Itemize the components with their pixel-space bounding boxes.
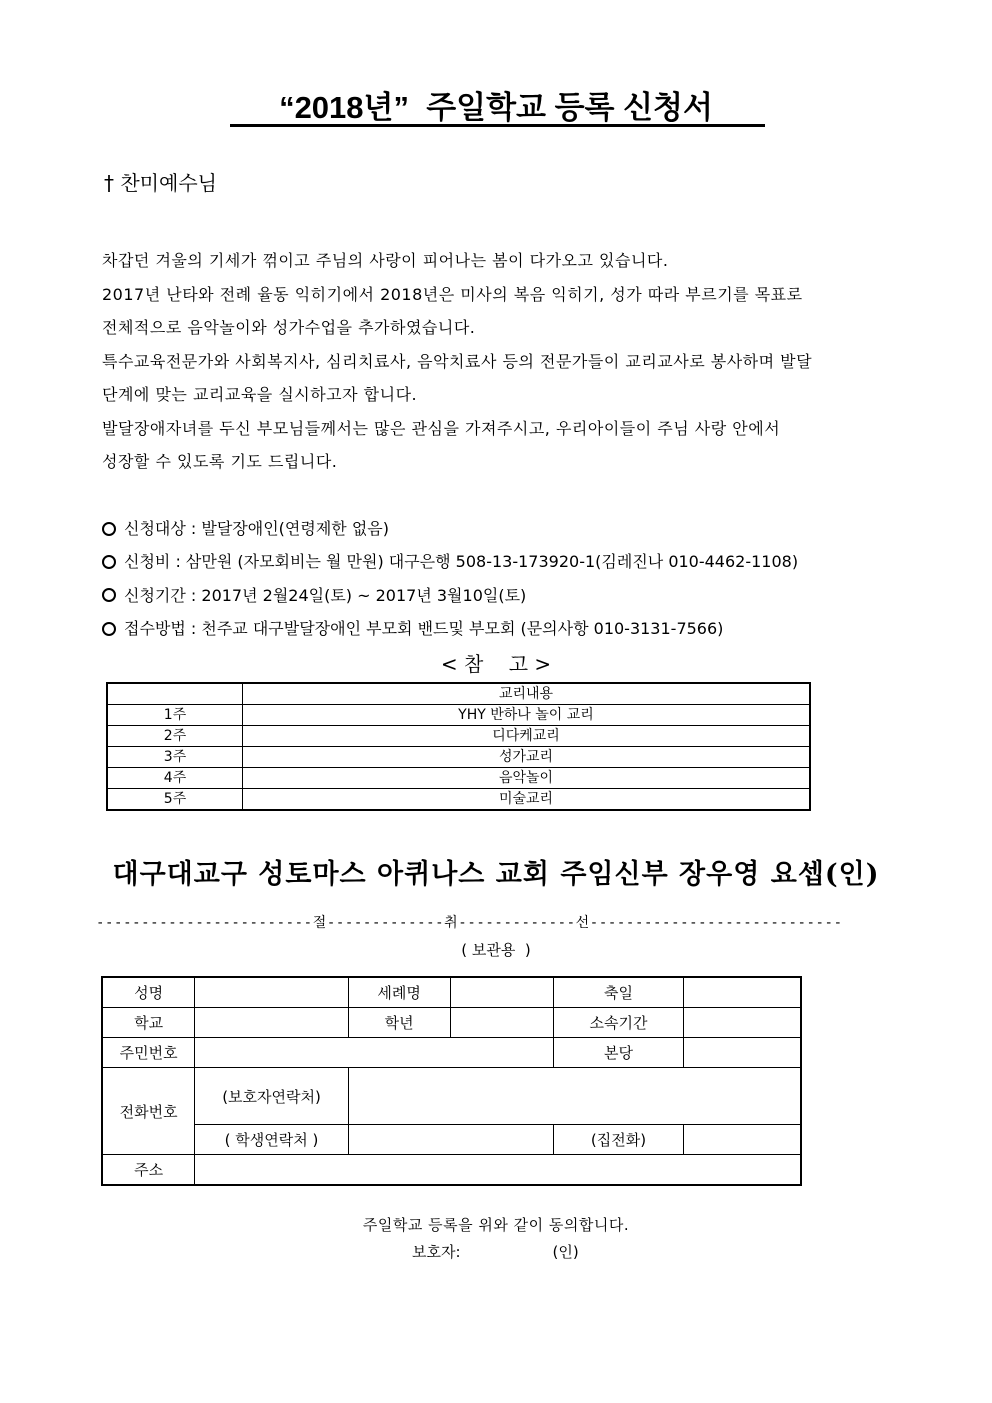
info-text: 접수방법 : 천주교 대구발달장애인 부모회 밴드및 부모회 (문의사항 010-3131-7566) bbox=[124, 618, 724, 638]
table-row bbox=[107, 705, 810, 726]
content-cell: 미술교리 bbox=[243, 789, 811, 811]
reference-table bbox=[106, 682, 811, 811]
week-cell: 2주 bbox=[107, 726, 243, 747]
circle-bullet-icon bbox=[102, 622, 116, 636]
name-label: 성명 bbox=[102, 977, 195, 1008]
info-text: 신청비 : 삼만원 (자모회비는 월 만원) 대구은행 508-13-173920-1(김레진나 010-4462-1108) bbox=[124, 552, 799, 572]
home-phone-label: (집전화) bbox=[554, 1125, 684, 1155]
content-cell: 디다케교리 bbox=[243, 726, 811, 747]
form-row bbox=[102, 1155, 801, 1186]
resident-number-label: 주민번호 bbox=[102, 1038, 195, 1068]
keep-copy-label: ( 보관용 ) bbox=[461, 941, 531, 959]
table-row bbox=[107, 768, 810, 789]
baptismal-name-label: 세례명 bbox=[348, 977, 450, 1008]
table-header-row bbox=[107, 683, 810, 705]
guardian-signature bbox=[412, 1241, 579, 1262]
letter-line: 단계에 맞는 교리교육을 실시하고자 합니다. bbox=[102, 385, 418, 404]
student-contact-label: ( 학생연락처 ) bbox=[195, 1125, 349, 1155]
school-label: 학교 bbox=[102, 1008, 195, 1038]
form-row bbox=[102, 1068, 801, 1125]
info-item bbox=[102, 545, 798, 578]
reference-title: < 참 고 > bbox=[440, 652, 552, 676]
letter-line: 차갑던 겨울의 기세가 꺾이고 주님의 사랑이 피어나는 봄이 다가오고 있습니다. bbox=[102, 251, 669, 270]
form-row bbox=[102, 1038, 801, 1068]
resident-number-field[interactable] bbox=[195, 1038, 554, 1068]
home-parish-field[interactable] bbox=[683, 1038, 801, 1068]
table-header-cell: 교리내용 bbox=[243, 683, 811, 705]
info-text: 신청기간 : 2017년 2월24일(토) ~ 2017년 3월10일(토) bbox=[124, 585, 527, 605]
address-label: 주소 bbox=[102, 1155, 195, 1186]
form-row bbox=[102, 977, 801, 1008]
address-field[interactable] bbox=[195, 1155, 801, 1186]
student-contact-field[interactable] bbox=[348, 1125, 553, 1155]
greeting: † 찬미예수님 bbox=[104, 171, 217, 195]
content-cell: 음악놀이 bbox=[243, 768, 811, 789]
cut-line: ------------------------절-------------취-------------선---------------------------- bbox=[96, 915, 843, 931]
guardian-label: 보호자: bbox=[412, 1243, 461, 1261]
baptismal-name-field[interactable] bbox=[450, 977, 554, 1008]
info-item bbox=[102, 612, 798, 645]
feast-day-label: 축일 bbox=[554, 977, 684, 1008]
table-header-cell bbox=[107, 683, 243, 705]
feast-day-field[interactable] bbox=[683, 977, 801, 1008]
seal-mark: (인) bbox=[552, 1243, 579, 1261]
affiliation-label: 소속기간 bbox=[554, 1008, 684, 1038]
phone-label: 전화번호 bbox=[102, 1068, 195, 1155]
week-cell: 4주 bbox=[107, 768, 243, 789]
form-row bbox=[102, 1008, 801, 1038]
letter-line: 특수교육전문가와 사회복지사, 심리치료사, 음악치료사 등의 전문가들이 교리교사로 봉사하며 발달 bbox=[102, 351, 813, 371]
consent-statement: 주일학교 등록을 위와 같이 동의합니다. bbox=[362, 1216, 630, 1234]
week-cell: 1주 bbox=[107, 705, 243, 726]
affiliation-field[interactable] bbox=[683, 1008, 801, 1038]
info-item bbox=[102, 579, 798, 612]
pastor-signature-line: 대구대교구 성토마스 아퀴나스 교회 주임신부 장우영 요셉(인) bbox=[112, 859, 880, 890]
grade-field[interactable] bbox=[450, 1008, 554, 1038]
week-cell: 3주 bbox=[107, 747, 243, 768]
letter-line: 전체적으로 음악놀이와 성가수업을 추가하였습니다. bbox=[102, 318, 476, 337]
circle-bullet-icon bbox=[102, 588, 116, 602]
letter-line: 2017년 난타와 전례 율동 익히기에서 2018년은 미사의 복음 익히기, 성가 따라 부르기를 목표로 bbox=[102, 284, 803, 304]
title-underline bbox=[230, 124, 765, 127]
info-item bbox=[102, 512, 798, 545]
guardian-contact-label: (보호자연락처) bbox=[195, 1068, 349, 1125]
name-field[interactable] bbox=[195, 977, 349, 1008]
letter-line: 성장할 수 있도록 기도 드립니다. bbox=[102, 452, 338, 471]
info-text: 신청대상 : 발달장애인(연령제한 없음) bbox=[124, 519, 389, 538]
circle-bullet-icon bbox=[102, 555, 116, 569]
table-row bbox=[107, 747, 810, 768]
application-info bbox=[102, 512, 798, 645]
home-phone-field[interactable] bbox=[683, 1125, 801, 1155]
content-cell: 성가교리 bbox=[243, 747, 811, 768]
home-parish-label: 본당 bbox=[554, 1038, 684, 1068]
school-field[interactable] bbox=[195, 1008, 349, 1038]
week-cell: 5주 bbox=[107, 789, 243, 811]
content-cell: YHY 반하나 놀이 교리 bbox=[243, 705, 811, 726]
circle-bullet-icon bbox=[102, 522, 116, 536]
grade-label: 학년 bbox=[348, 1008, 450, 1038]
table-row bbox=[107, 789, 810, 811]
page-title: “2018년” 주일학교 등록 신청서 bbox=[279, 90, 713, 125]
guardian-contact-field[interactable] bbox=[348, 1068, 801, 1125]
registration-form bbox=[101, 976, 802, 1186]
letter-line: 발달장애자녀를 두신 부모님들께서는 많은 관심을 가져주시고, 우리아이들이 주님 사랑 안에서 bbox=[102, 418, 781, 438]
form-row bbox=[102, 1125, 801, 1155]
table-row bbox=[107, 726, 810, 747]
letter-body bbox=[102, 244, 902, 479]
